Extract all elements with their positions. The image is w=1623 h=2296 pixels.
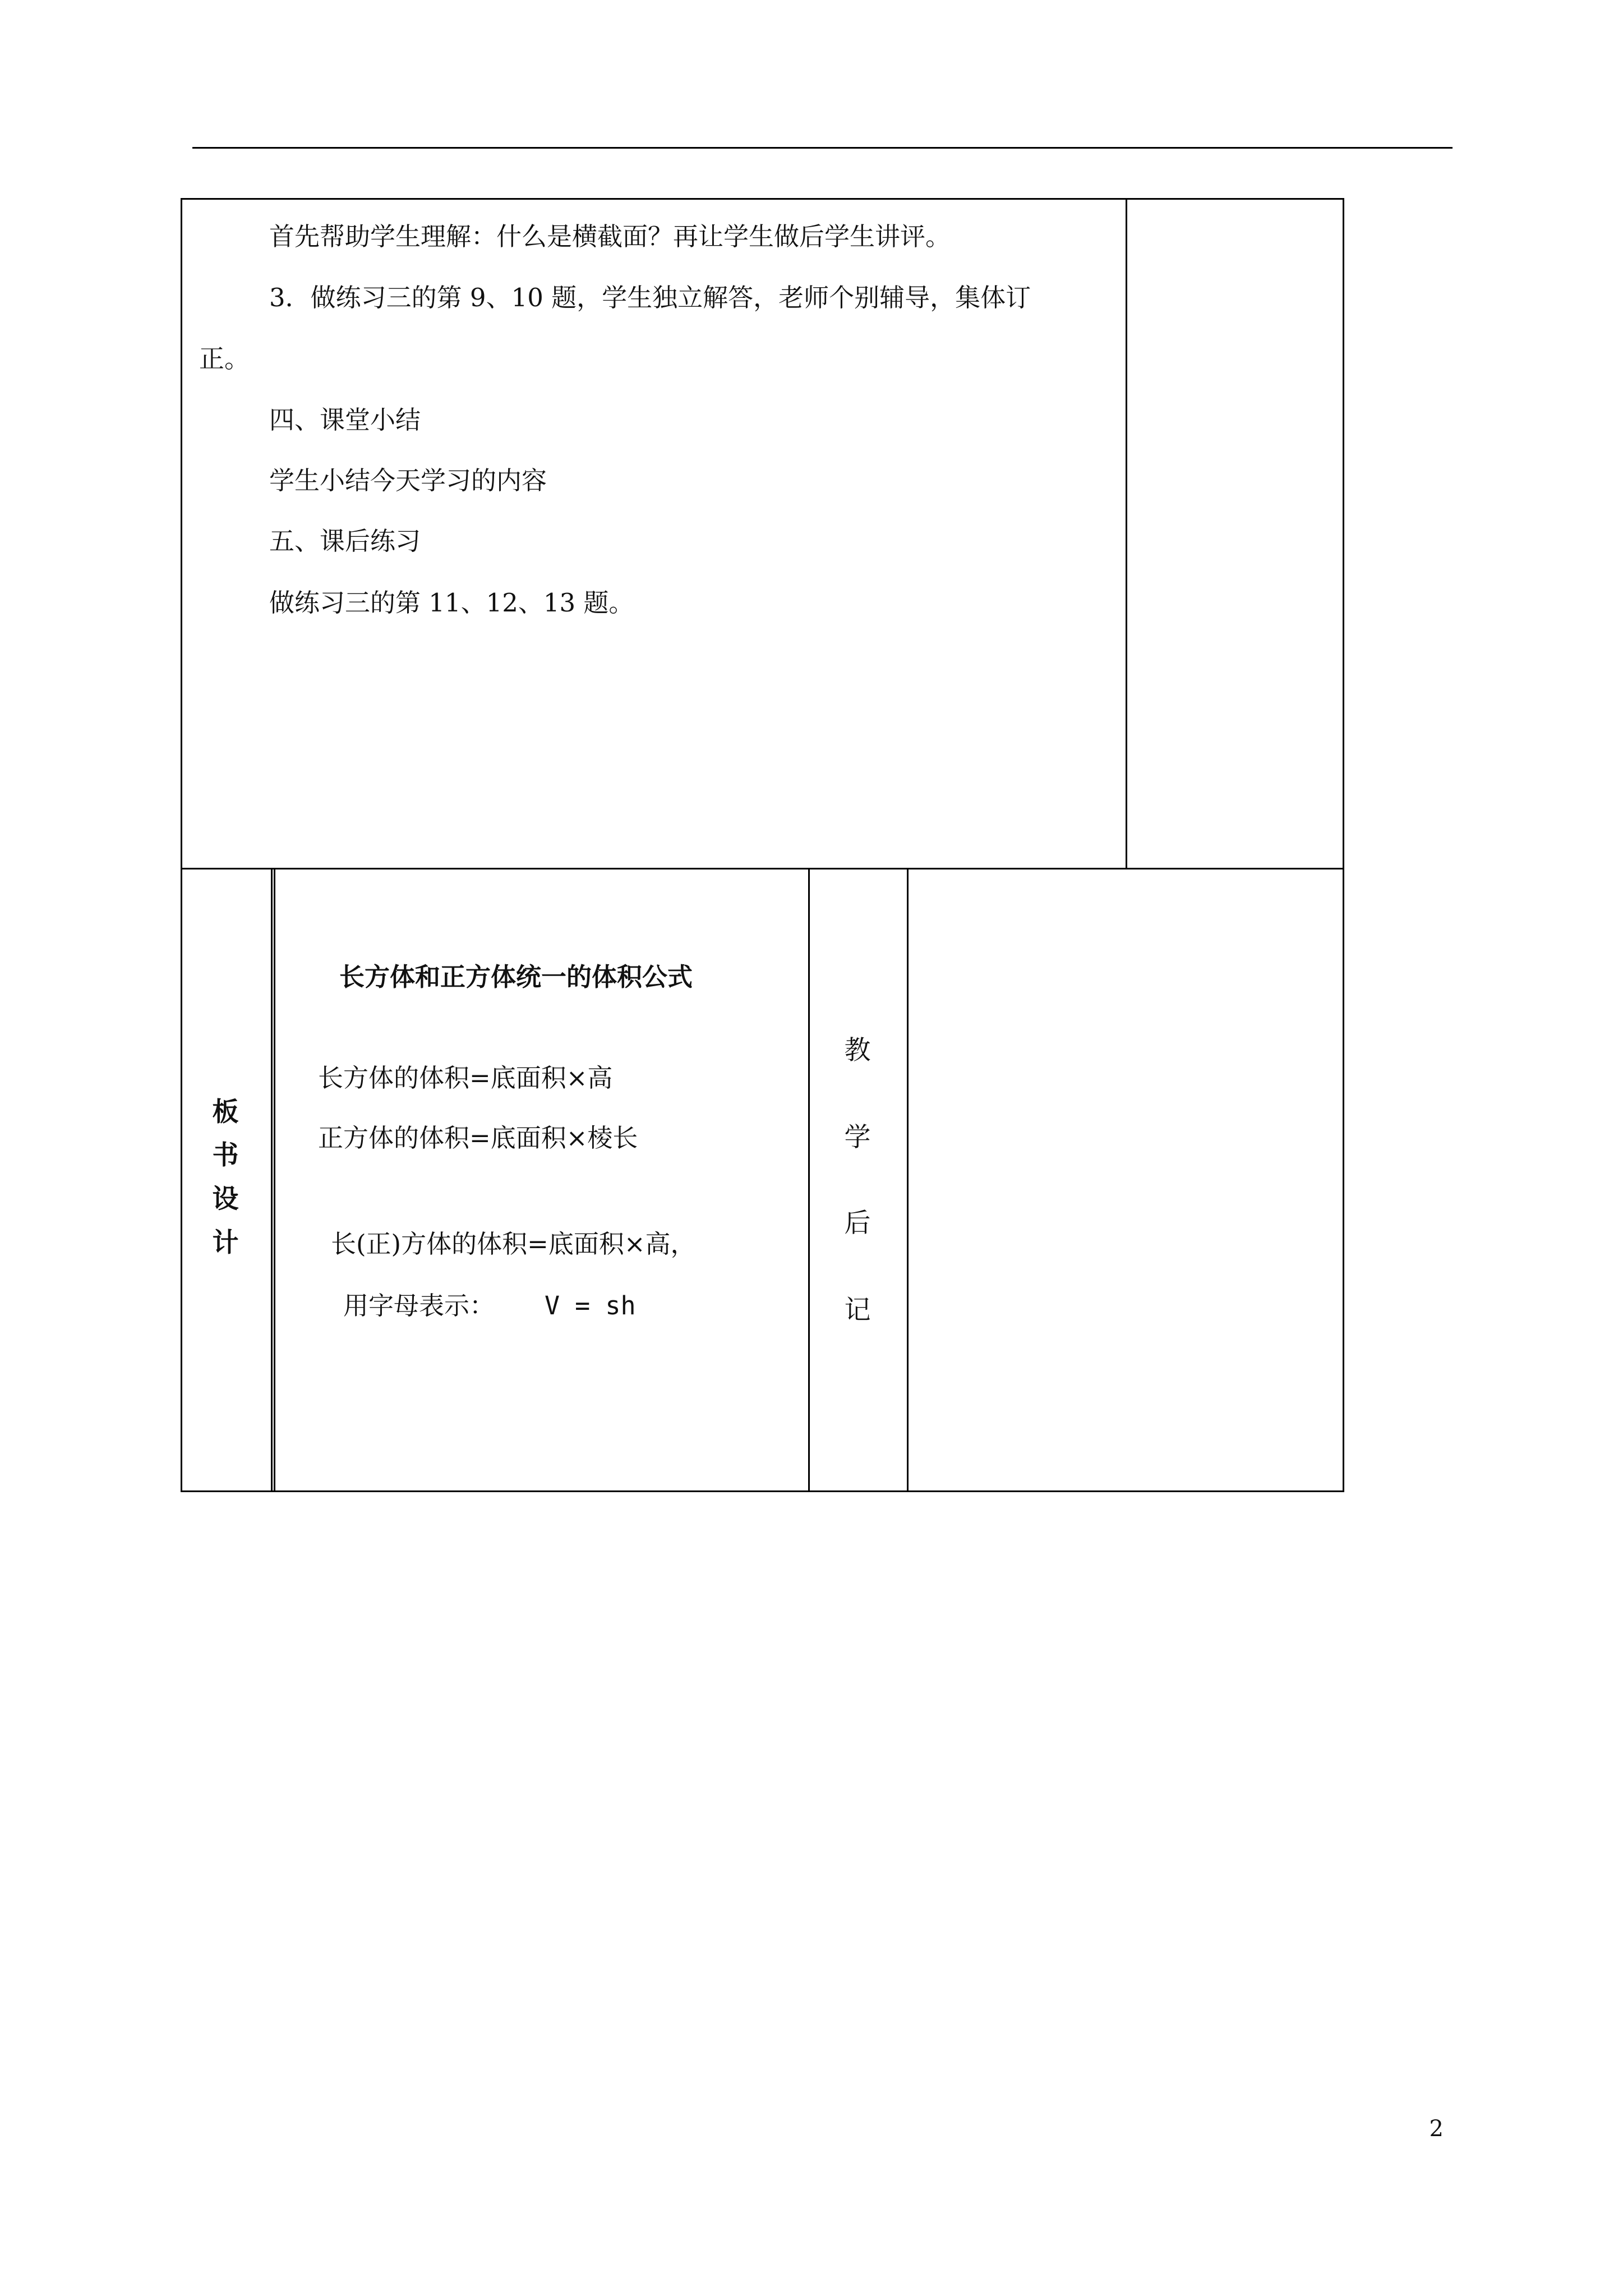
formula-cuboid: 长方体的体积=底面积×高 bbox=[318, 1063, 613, 1093]
notes-label-divider bbox=[907, 868, 909, 1492]
board-label-char: 计 bbox=[212, 1227, 239, 1258]
step-line-cross-section: 首先帮助学生理解：什么是横截面？再让学生做后学生讲评。 bbox=[269, 222, 951, 251]
board-label-char: 设 bbox=[212, 1184, 239, 1214]
notes-label-char: 后 bbox=[844, 1208, 871, 1239]
step-line-exercise-9-10: 3．做练习三的第 9、10 题，学生独立解答，老师个别辅导，集体订 bbox=[269, 283, 1031, 312]
board-label-char: 书 bbox=[212, 1140, 239, 1171]
board-label-divider bbox=[271, 868, 273, 1492]
notes-label-char: 学 bbox=[844, 1122, 871, 1153]
section-heading-homework: 五、课后练习 bbox=[269, 526, 421, 556]
formula-unified: 长(正)方体的体积=底面积×高， bbox=[331, 1229, 696, 1259]
page-number: 2 bbox=[1429, 2116, 1444, 2142]
summary-text: 学生小结今天学习的内容 bbox=[269, 466, 547, 495]
board-content-divider-right bbox=[808, 868, 810, 1492]
remarks-column-divider bbox=[1126, 198, 1127, 869]
letters-label: 用字母表示： bbox=[343, 1291, 495, 1320]
homework-text: 做练习三的第 11、12、13 题。 bbox=[269, 588, 634, 618]
board-label-char: 板 bbox=[212, 1097, 239, 1128]
board-content-divider-left bbox=[274, 868, 275, 1492]
board-title: 长方体和正方体统一的体积公式 bbox=[339, 962, 693, 992]
letters-formula: V = sh bbox=[545, 1291, 636, 1320]
notes-label-char: 教 bbox=[844, 1035, 871, 1066]
step-line-continuation: 正。 bbox=[199, 344, 250, 374]
formula-cube: 正方体的体积=底面积×棱长 bbox=[318, 1123, 638, 1153]
section-heading-summary: 四、课堂小结 bbox=[269, 405, 421, 435]
header-rule bbox=[192, 147, 1453, 149]
notes-label-char: 记 bbox=[844, 1295, 871, 1326]
